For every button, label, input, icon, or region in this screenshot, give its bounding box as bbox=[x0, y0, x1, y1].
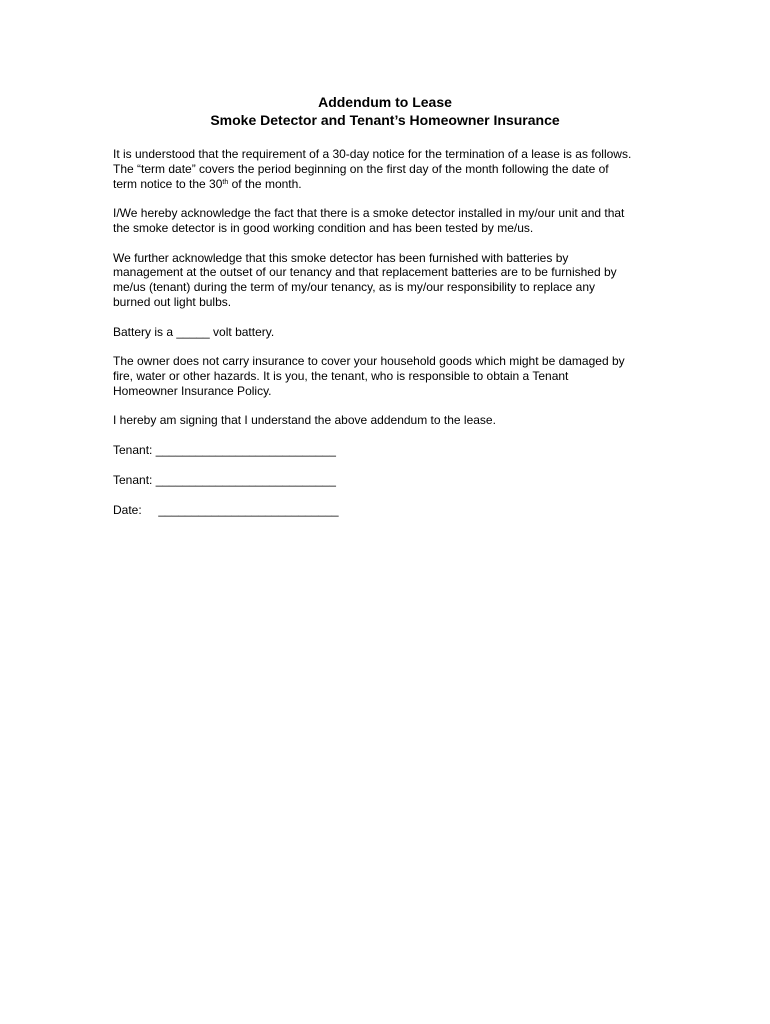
document-header bbox=[0, 94, 770, 129]
paragraph-smoke-detector: I/We hereby acknowledge the fact that there is a smoke detector installed in my/our unit and that the smoke detector is in good working condition and has been tested by me/us. bbox=[113, 206, 625, 235]
document-title: Addendum to Lease bbox=[318, 94, 452, 110]
paragraph-notice-terms bbox=[113, 147, 673, 191]
notice-line-3-start: term notice to the 30 bbox=[113, 176, 223, 191]
signature-line-tenant-1: Tenant: ___________________________ bbox=[113, 442, 336, 457]
ordinal-suffix: th bbox=[222, 178, 229, 186]
document-subtitle: Smoke Detector and Tenant’s Homeowner Insurance bbox=[210, 111, 560, 128]
signature-line-tenant-2: Tenant: ___________________________ bbox=[113, 472, 336, 487]
paragraph-battery-voltage: Battery is a _____ volt battery. bbox=[113, 324, 275, 339]
notice-line-2: The “term date” covers the period beginning on the first day of the month following the date of bbox=[113, 161, 609, 176]
signature-line-date: Date: ___________________________ bbox=[113, 502, 339, 517]
notice-line-1: It is understood that the requirement of a 30-day notice for the termination of a lease is as follows. bbox=[113, 147, 632, 161]
paragraph-acknowledgement: I hereby am signing that I understand the above addendum to the lease. bbox=[113, 413, 496, 428]
notice-line-3-end: of the month. bbox=[228, 176, 302, 191]
document-body bbox=[113, 147, 673, 532]
paragraph-batteries: We further acknowledge that this smoke detector has been furnished with batteries by management at the outset of our tenancy and that replacement batteries are to be furnished by me/us (tenant) during the term of my/our tenancy, as is my/our responsibility to replace any burned out light bulbs. bbox=[113, 250, 617, 309]
paragraph-insurance: The owner does not carry insurance to cover your household goods which might be damaged by fire, water or other hazards. It is you, the tenant, who is responsible to obtain a Tenant Homeowner Insurance Policy. bbox=[113, 354, 625, 398]
